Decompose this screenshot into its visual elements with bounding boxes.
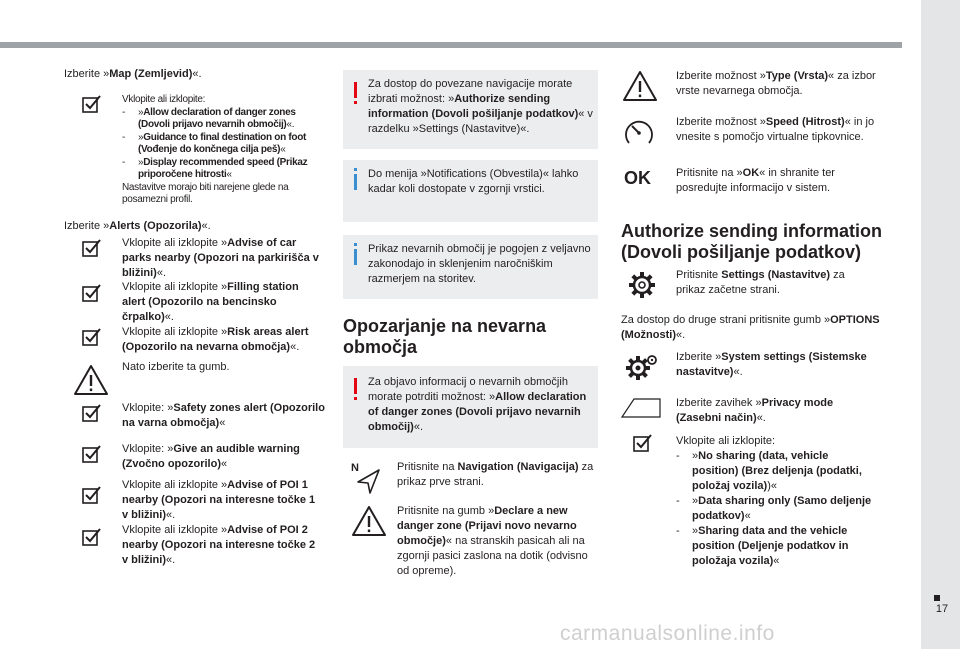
alert-risk-areas: Vklopite ali izklopite »Risk areas alert (Opozorilo na nevarna območja)«. [122, 326, 309, 353]
alert-car-parks: Vklopite ali izklopite »Advise of car parks nearby (Opozori na parkirišča v bližini)«. [122, 237, 319, 279]
navigation-instruction: Pritisnite na Navigation (Navigacija) za prikaz prve strani. [397, 461, 594, 488]
navigation-arrow-icon [355, 468, 383, 494]
toggle-audible-warning: Vklopite: »Give an audible warning (Zvočno opozorilo)« [122, 443, 300, 470]
info-note-text: Do menija »Notifications (Obvestila)« lahko kadar koli dostopate v zgornji vrstici. [368, 168, 579, 195]
checkbox-icon [82, 527, 102, 546]
list-item: - »Guidance to final destination on foot (Vođenje do končnega cilja peš)« [122, 132, 327, 157]
ok-icon: OK [624, 168, 651, 188]
warning-bar-icon [354, 82, 357, 98]
warning-instruction: Nato izberite ta gumb. [122, 361, 230, 373]
page-marker [934, 595, 940, 601]
options-instruction: Za dostop do druge strani pritisnite gumb »OPTIONS (Možnosti)«. [621, 314, 880, 341]
gear-icon [627, 270, 657, 300]
warning-note-box [343, 70, 598, 149]
watermark: carmanualsonline.info [560, 622, 775, 645]
info-note-box [343, 235, 598, 299]
warning-note-text: Za objavo informacij o nevarnih območjih morate potrditi možnost: »Allow declaration of danger zones (Dovoli prijavo nevarnih območij)«. [368, 376, 587, 433]
checkbox-icon [82, 403, 102, 422]
settings-instruction: Pritisnite Settings (Nastavitve) za prikaz začetne strani. [676, 269, 845, 296]
info-bar-icon [354, 243, 357, 246]
warning-triangle-icon [73, 364, 109, 396]
page-number: 17 [935, 603, 949, 615]
checkbox-icon [82, 444, 102, 463]
sharing-toggle-list: Vklopite ali izklopite: - »No sharing (data, vehicle position) (Brez deljenja (podatki, položaj vozila))« - »Data sharing only (Samo deljenje podatkov)« - »Sharing data and the vehicle position (Deljenje podatkov in položaja vozila)« [676, 434, 876, 569]
checkbox-icon [82, 238, 102, 257]
warning-note-text: Za dostop do povezane navigacije morate izbrati možnost: »Authorize sending information (Dovoli pošiljanje podatkov)« v razdelku »Settings (Nastavitve)«. [368, 78, 593, 135]
warning-triangle-icon [351, 505, 387, 537]
system-settings-instruction: Izberite »System settings (Sistemske nastavitve)«. [676, 351, 867, 378]
toggle-poi-2: Vklopite ali izklopite »Advise of POI 2 nearby (Opozori na interesne točke 2 v bližini)«. [122, 524, 316, 566]
declare-zone-instruction: Pritisnite na gumb »Declare a new danger zone (Prijavi novo nevarno območje)« na stranskih pasicah ali na zgornji pasici zaslona na dotik (odvisno od opreme). [397, 505, 588, 577]
toggle-safety-zones: Vklopite: »Safety zones alert (Opozorilo na varna območja)« [122, 402, 325, 429]
list-item: - »Display recommended speed (Prikaz priporočene hitrosti« [122, 157, 327, 182]
section-heading: Opozarjanje na nevarna območja [343, 316, 547, 357]
list-item: - »Sharing data and the vehicle position (Deljenje podatkov in položaja vozila)« [676, 524, 876, 569]
checkbox-icon [82, 327, 102, 346]
navigation-icon: N [351, 462, 385, 494]
toggle-poi-1: Vklopite ali izklopite »Advise of POI 1 nearby (Opozori na interesne točke 1 v bližini)«. [122, 479, 316, 521]
speedometer-icon [622, 116, 656, 150]
checkbox-icon [633, 433, 653, 452]
info-bar-icon [354, 168, 357, 171]
warning-bar-icon [354, 378, 357, 394]
checkbox-icon [82, 283, 102, 302]
section-heading: Authorize sending information (Dovoli pošiljanje podatkov) [621, 221, 882, 262]
side-tab [921, 0, 960, 649]
checkbox-icon [82, 94, 102, 113]
warning-triangle-icon [622, 70, 658, 102]
type-instruction: Izberite možnost »Type (Vrsta)« za izbor vrste nevarnega območja. [676, 70, 876, 97]
privacy-instruction: Izberite zavihek »Privacy mode (Zasebni način)«. [676, 397, 834, 424]
checkbox-icon [82, 485, 102, 504]
top-rule [0, 42, 902, 48]
system-settings-icon [624, 352, 660, 384]
alerts-instruction: Izberite »Alerts (Opozorila)«. [64, 220, 211, 232]
list-item: - »Allow declaration of danger zones (Dovoli prijavo nevarnih območij)«. [122, 107, 327, 132]
list-item: - »Data sharing only (Samo deljenje podatkov)« [676, 494, 876, 524]
alert-filling-station: Vklopite ali izklopite »Filling station alert (Opozorilo na bencinsko črpalko)«. [122, 281, 299, 323]
speed-instruction: Izberite možnost »Speed (Hitrost)« in jo vnesite s pomočjo virtualne tipkovnice. [676, 116, 875, 143]
warning-note-box [343, 366, 598, 448]
ok-instruction: Pritisnite na »OK« in shranite ter posredujte informacijo v sistem. [676, 167, 835, 194]
map-instruction: Izberite »Map (Zemljevid)«. [64, 68, 202, 80]
map-toggle-list: Vklopite ali izklopite: - »Allow declaration of danger zones (Dovoli prijavo nevarnih območij)«. - »Guidance to final destination on foot (Vođenje do končnega cilja peš)« - »Display recommended speed (Prikaz priporočene hitrosti« Nastavitve morajo biti narejene glede na posamezni profil. [122, 94, 327, 207]
info-note-text: Prikaz nevarnih območij je pogojen z veljavno zakonodajo in sklenjenim naročniškim razmerjem na storitev. [368, 243, 591, 285]
info-note-box [343, 160, 598, 222]
tab-icon [620, 397, 662, 419]
list-item: - »No sharing (data, vehicle position) (Brez deljenja (podatki, položaj vozila))« [676, 449, 876, 494]
